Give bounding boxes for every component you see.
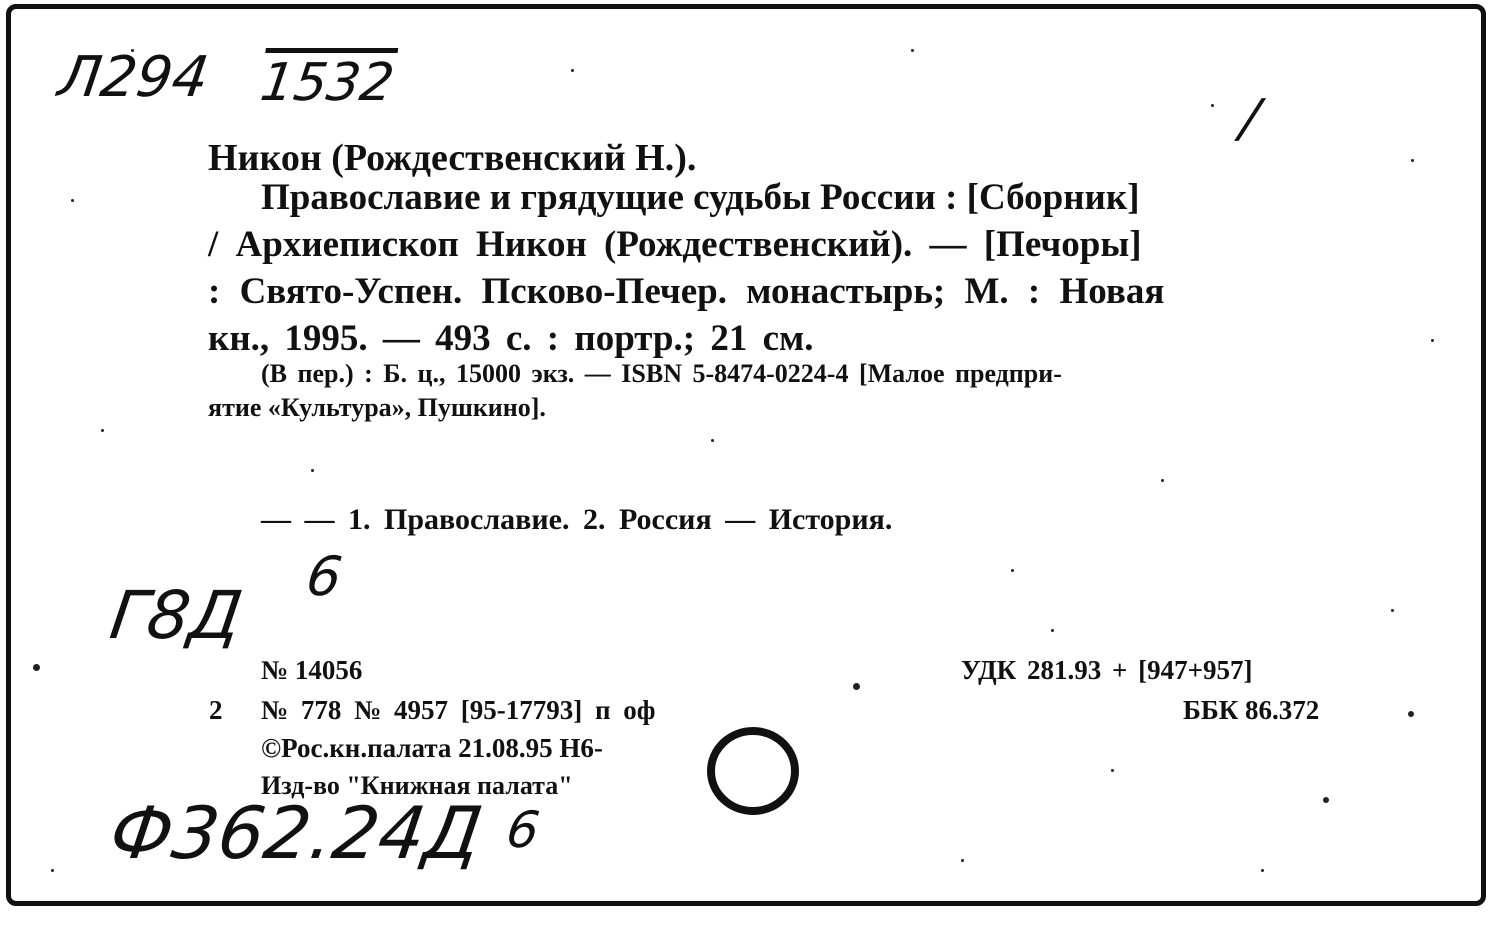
registration-numbers: № 778 № 4957 [95-17793] п оф — [261, 695, 656, 725]
copyright-line: ©Рос.кн.палата 21.08.95 Н6- — [261, 733, 603, 763]
handwritten-classification: Ф362.24Д — [105, 791, 488, 875]
title-line: : Свято-Успен. Псково-Печер. монастырь; М. : Новая — [208, 271, 1165, 312]
udk-code: УДК 281.93 + [947+957] — [961, 655, 1253, 685]
record-heading: Никон (Рождественский Н.). — [208, 137, 697, 179]
card-prefix-number: 2 — [209, 695, 223, 725]
bbk-code: ББК 86.372 — [1183, 695, 1320, 725]
handwritten-call-number: Л294 — [54, 45, 213, 110]
library-stamp — [699, 717, 809, 827]
handwritten-shelf-mark-superscript: 6 — [302, 545, 346, 608]
title-line: Православие и грядущие судьбы России : [Сборник] — [261, 177, 1140, 218]
subject-headings: — — 1. Православие. 2. Россия — История. — [261, 503, 893, 536]
catalog-card — [6, 4, 1486, 906]
publisher-line: Изд-во "Книжная палата" — [261, 771, 573, 800]
card-number: № 14056 — [261, 655, 363, 685]
note-line: (В пер.) : Б. ц., 15000 экз. — ISBN 5-8474-0224-4 [Малое предпри- — [261, 359, 1062, 388]
handwritten-classification-superscript: 6 — [502, 801, 543, 859]
title-line: кн., 1995. — 493 с. : портр.; 21 см. — [208, 318, 814, 359]
note-line: ятие «Культура», Пушкино]. — [208, 393, 546, 422]
handwritten-shelf-mark: Г8Д — [105, 577, 247, 654]
title-line: / Архиепископ Никон (Рождественский). — [Печоры] — [208, 224, 1142, 265]
handwritten-tick: / — [1236, 89, 1263, 149]
handwritten-acquisition-number: 1532 — [256, 53, 398, 113]
